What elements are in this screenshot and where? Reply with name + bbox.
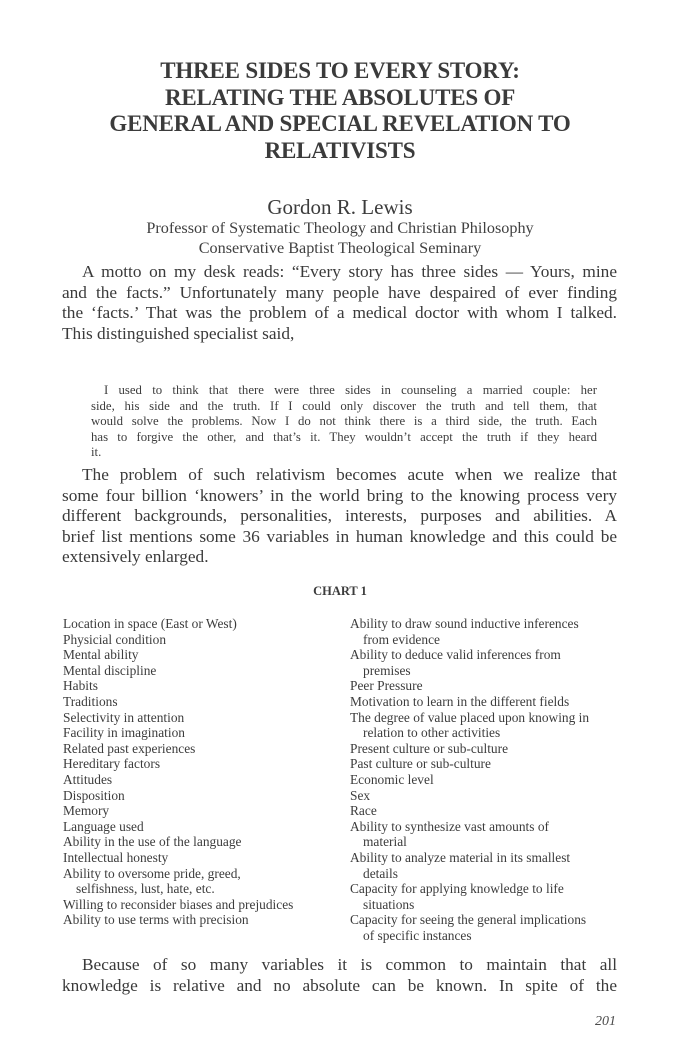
text-line: extensively enlarged. bbox=[62, 547, 209, 566]
affiliation-line: Professor of Systematic Theology and Christian Philosophy bbox=[146, 219, 534, 237]
title-line: THREE SIDES TO EVERY STORY: bbox=[160, 58, 520, 83]
chart-item-text: Ability to oversome pride, greed, bbox=[63, 865, 241, 881]
chart-item bbox=[63, 866, 338, 897]
chart-item-text: Facility in imagination bbox=[63, 725, 185, 741]
chart-item-continuation: from evidence bbox=[363, 631, 440, 647]
text-line: different backgrounds, personalities, interests, purposes and abilities. A bbox=[62, 506, 617, 525]
quote-line: would solve the problems. Now I do not think there is a third side, the truth. Each bbox=[91, 414, 597, 428]
chart-left-column bbox=[63, 616, 338, 928]
chart-item-text: Language used bbox=[63, 818, 144, 834]
chart-item bbox=[350, 912, 630, 943]
chart-item-continuation: premises bbox=[363, 662, 411, 678]
chart-item bbox=[350, 881, 630, 912]
chart-item-text: Disposition bbox=[63, 787, 125, 803]
title-line: RELATING THE ABSOLUTES OF bbox=[164, 84, 516, 110]
chart-item bbox=[350, 616, 630, 647]
chart-item-text: Past culture or sub-culture bbox=[350, 756, 491, 772]
title-line: RELATIVISTS bbox=[264, 137, 416, 163]
quote-line: it. bbox=[91, 445, 102, 459]
chart-item bbox=[350, 678, 630, 694]
chart-item-continuation: situations bbox=[363, 896, 415, 912]
title-line: GENERAL AND SPECIAL REVELATION TO bbox=[109, 111, 571, 136]
chart-item-text: Ability to use terms with precision bbox=[63, 912, 249, 928]
chart-item-text: Physicial condition bbox=[63, 631, 167, 647]
chart-item-text: Present culture or sub-culture bbox=[350, 740, 509, 756]
text-line: knowledge is relative and no absolute can be known. In spite of the bbox=[62, 975, 617, 995]
chart-item bbox=[350, 741, 630, 757]
paragraph-relativism bbox=[62, 465, 617, 568]
chart-item-text: The degree of value placed upon knowing in bbox=[350, 709, 590, 725]
chart-item bbox=[63, 741, 338, 757]
chart-item bbox=[350, 647, 630, 678]
chart-item bbox=[63, 632, 338, 648]
chart-item bbox=[63, 788, 338, 804]
paragraph-intro bbox=[62, 262, 617, 344]
chart-item-text: Hereditary factors bbox=[63, 756, 161, 772]
chart-item-text: Location in space (East or West) bbox=[63, 616, 237, 631]
chart-item-text: Ability to deduce valid inferences from bbox=[350, 647, 561, 663]
chart-item-text: Capacity for seeing the general implications bbox=[350, 912, 587, 928]
chart-item bbox=[63, 710, 338, 726]
chart-item bbox=[63, 772, 338, 788]
chart-item-text: Traditions bbox=[63, 693, 118, 709]
chart-item bbox=[350, 694, 630, 710]
paragraph-variables bbox=[62, 955, 617, 996]
chart-item bbox=[350, 710, 630, 741]
chart-item-text: Willing to reconsider biases and prejudices bbox=[63, 896, 294, 912]
chart-item-text: Capacity for applying knowledge to life bbox=[350, 881, 564, 897]
block-quote bbox=[91, 383, 597, 461]
affiliation-line: Conservative Baptist Theological Seminary bbox=[198, 239, 482, 257]
text-line: Because of so many variables it is common to maintain that all bbox=[82, 955, 617, 974]
text-line: the ‘facts.’ That was the problem of a medical doctor with whom I talked. bbox=[62, 303, 617, 322]
chart-item bbox=[350, 756, 630, 772]
chart-item bbox=[63, 647, 338, 663]
chart-item-continuation: material bbox=[363, 834, 407, 850]
chart-item-text: Economic level bbox=[350, 771, 434, 787]
text-line: A motto on my desk reads: “Every story has three sides — Yours, mine bbox=[82, 262, 617, 281]
chart-item bbox=[63, 803, 338, 819]
chart-item bbox=[63, 756, 338, 772]
chart-item bbox=[350, 803, 630, 819]
chart-item-text: Motivation to learn in the different fields bbox=[350, 693, 570, 709]
chart-item bbox=[63, 850, 338, 866]
chart-item-text: Ability to analyze material in its smallest bbox=[350, 849, 571, 865]
chart-item-text: Attitudes bbox=[63, 771, 113, 787]
chart-item-continuation: of specific instances bbox=[363, 927, 472, 943]
quote-line: has to forgive the other, and that’s it. They wouldn’t accept the truth if they heard bbox=[91, 429, 597, 444]
chart-item bbox=[63, 897, 338, 913]
text-line: The problem of such relativism becomes acute when we realize that bbox=[82, 465, 617, 484]
chart-item-text: Ability in the use of the language bbox=[63, 834, 242, 850]
chart-item-continuation: relation to other activities bbox=[363, 725, 501, 741]
text-line: and the facts.” Unfortunately many people have despaired of ever finding bbox=[62, 282, 617, 302]
page-number: 201 bbox=[595, 1014, 616, 1029]
chart-item bbox=[63, 819, 338, 835]
article-title bbox=[60, 58, 620, 164]
chart-title: CHART 1 bbox=[313, 584, 367, 598]
chart-item bbox=[350, 850, 630, 881]
chart-item-text: Memory bbox=[63, 803, 110, 819]
text-line: This distinguished specialist said, bbox=[62, 323, 295, 343]
author-name: Gordon R. Lewis bbox=[267, 195, 413, 219]
chart-item-continuation: details bbox=[363, 865, 398, 881]
chart-item-text: Intellectual honesty bbox=[63, 849, 169, 865]
chart-item-text: Ability to synthesize vast amounts of bbox=[350, 818, 549, 834]
chart-item bbox=[63, 694, 338, 710]
chart-item-text: Peer Pressure bbox=[350, 678, 423, 694]
chart-item bbox=[63, 912, 338, 928]
chart-item bbox=[350, 788, 630, 804]
chart-item-text: Mental discipline bbox=[63, 662, 157, 678]
chart-item bbox=[63, 616, 338, 632]
text-line: some four billion ‘knowers’ in the world bring to the knowing process very bbox=[62, 485, 617, 505]
quote-line: I used to think that there were three sides in counseling a married couple: her bbox=[104, 383, 597, 397]
chart-item bbox=[63, 834, 338, 850]
quote-line: side, his side and the truth. If I could only discover the truth and tell them, that bbox=[91, 398, 597, 413]
chart-item bbox=[63, 678, 338, 694]
chart-item-continuation: selfishness, lust, hate, etc. bbox=[76, 881, 215, 897]
chart-item bbox=[350, 772, 630, 788]
chart-item bbox=[63, 725, 338, 741]
chart-item bbox=[63, 663, 338, 679]
text-line: brief list mentions some 36 variables in human knowledge and this could be bbox=[62, 526, 617, 546]
chart-item bbox=[350, 819, 630, 850]
chart-item-text: Ability to draw sound inductive inferences bbox=[350, 616, 579, 631]
chart-item-text: Selectivity in attention bbox=[63, 709, 185, 725]
author-affiliation bbox=[60, 218, 620, 258]
chart-item-text: Related past experiences bbox=[63, 740, 196, 756]
chart-item-text: Race bbox=[350, 803, 377, 819]
chart-item-text: Mental ability bbox=[63, 647, 139, 663]
chart-right-column bbox=[350, 616, 630, 943]
chart-item-text: Habits bbox=[63, 678, 98, 694]
chart-item-text: Sex bbox=[350, 787, 371, 803]
